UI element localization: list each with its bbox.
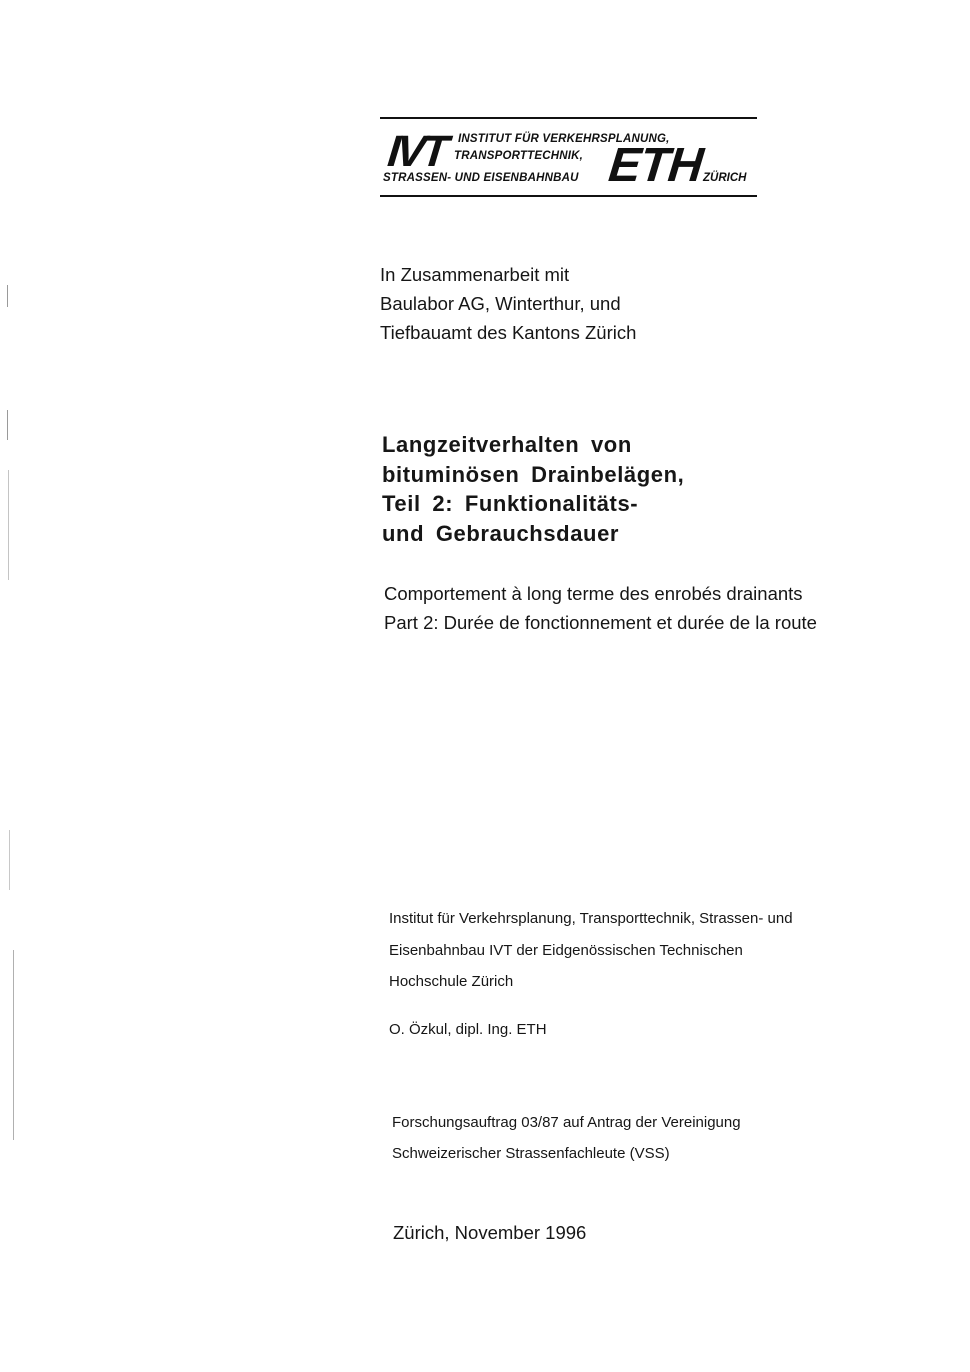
institute-line: Institut für Verkehrsplanung, Transporttechnik, Strassen- und — [389, 910, 793, 927]
mandate-line: Schweizerischer Strassenfachleute (VSS) — [392, 1145, 670, 1162]
place-date: Zürich, November 1996 — [393, 1222, 587, 1243]
institute-name-line: TRANSPORTTECHNIK, — [454, 150, 584, 162]
mandate-line: Forschungsauftrag 03/87 auf Antrag der Vereinigung — [392, 1114, 741, 1131]
title-line: Langzeitverhalten von — [382, 432, 632, 457]
scan-artifact — [7, 410, 8, 440]
letterhead — [380, 117, 757, 197]
title-line: Teil 2: Funktionalitäts- — [382, 491, 639, 516]
ivt-logo: IVT — [385, 127, 448, 176]
document-subtitle — [384, 579, 817, 637]
collaboration-line: In Zusammenarbeit mit — [380, 264, 570, 285]
research-mandate — [392, 1107, 741, 1169]
eth-logo: ETH — [606, 139, 705, 192]
collaboration-line: Tiefbauamt des Kantons Zürich — [380, 322, 637, 343]
scan-artifact — [9, 830, 10, 890]
institute-name-line: INSTITUT FÜR VERKEHRSPLANUNG, — [458, 133, 670, 145]
letterhead-top-rule — [380, 117, 757, 119]
scan-artifact — [8, 470, 9, 580]
institute-line: Hochschule Zürich — [389, 973, 514, 990]
institute-block — [389, 903, 793, 998]
letterhead-bottom-rule — [380, 195, 757, 197]
eth-city-label: ZÜRICH — [703, 172, 747, 184]
title-line: und Gebrauchsdauer — [382, 520, 620, 546]
scan-artifact — [7, 285, 8, 307]
collaboration-block — [380, 260, 636, 347]
author: O. Özkul, dipl. Ing. ETH — [389, 1021, 547, 1038]
institute-line: Eisenbahnbau IVT der Eidgenössischen Technischen — [389, 941, 743, 959]
title-line: bituminösen Drainbelägen, — [382, 461, 685, 487]
collaboration-line: Baulabor AG, Winterthur, und — [380, 293, 621, 314]
subtitle-line: Comportement à long terme des enrobés drainants — [384, 583, 803, 604]
subtitle-line: Part 2: Durée de fonctionnement et durée de la route — [384, 612, 817, 633]
scan-artifact — [13, 950, 14, 1140]
institute-name-line: STRASSEN- UND EISENBAHNBAU — [383, 172, 579, 184]
document-title — [382, 430, 684, 548]
